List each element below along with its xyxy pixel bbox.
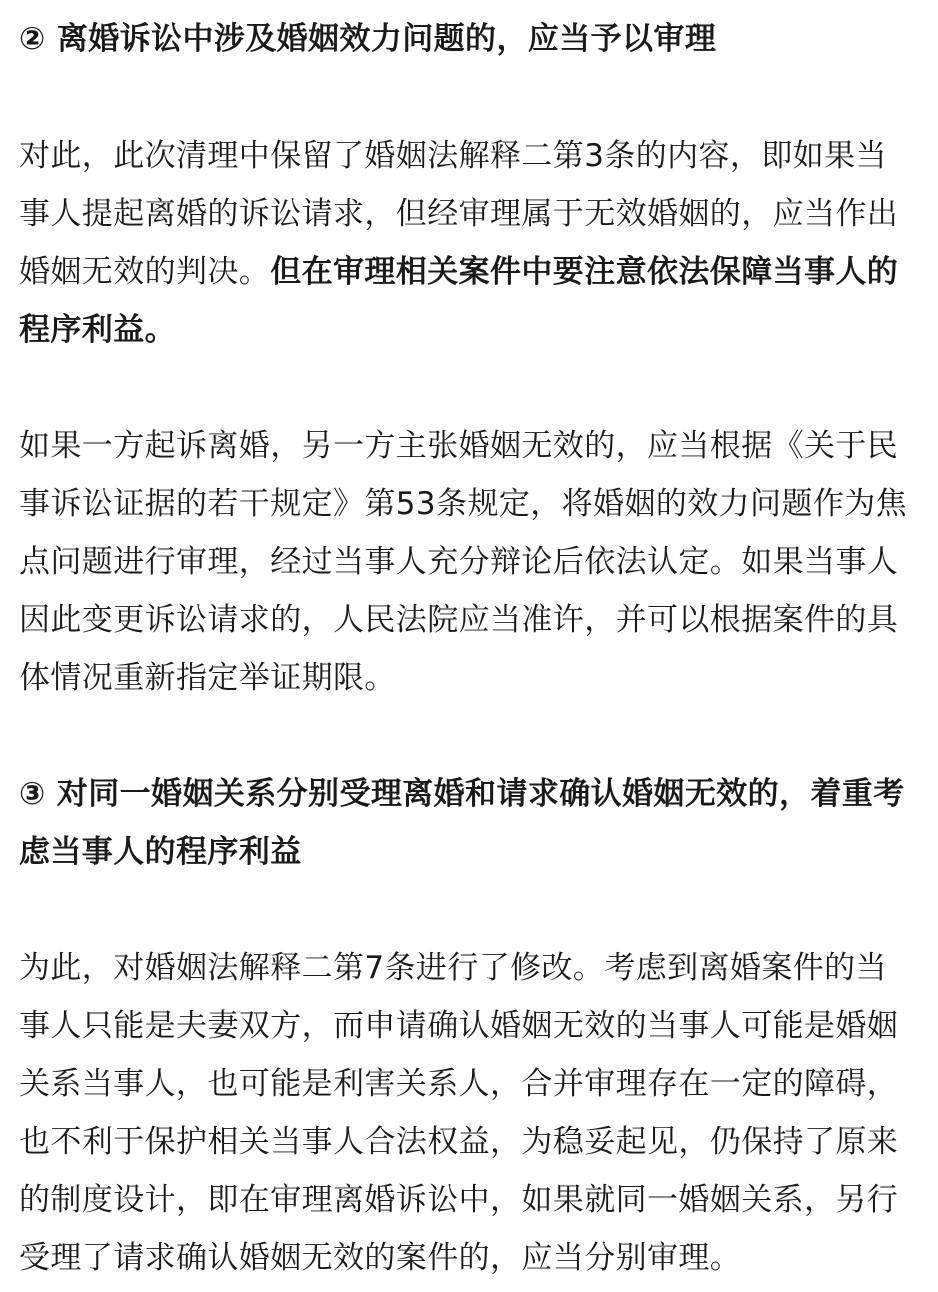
paragraph-line: 关系当事人，也可能是利害关系人，合并审理存在一定的障碍， xyxy=(19,1066,899,1102)
section-heading: ③ 对同一婚姻关系分别受理离婚和请求确认婚姻无效的，着重考 xyxy=(19,776,905,812)
paragraph-line: 受理了请求确认婚姻无效的案件的，应当分别审理。 xyxy=(19,1240,742,1276)
paragraph-line: 的制度设计，即在审理离婚诉讼中，如果就同一婚姻关系，另行 xyxy=(19,1182,899,1218)
plain-text: 婚姻无效的判决。 xyxy=(19,254,271,290)
section-heading: ② 离婚诉讼中涉及婚姻效力问题的，应当予以审理 xyxy=(19,21,717,57)
paragraph-line: 也不利于保护相关当事人合法权益，为稳妥起见，仍保持了原来 xyxy=(19,1124,899,1160)
paragraph-line xyxy=(19,243,924,301)
emphasis-text: 但在审理相关案件中要注意依法保障当事人的 xyxy=(270,254,899,290)
section-heading: 虑当事人的程序利益 xyxy=(19,834,302,870)
paragraph-line: 因此变更诉讼请求的，人民法院应当准许，并可以根据案件的具 xyxy=(19,602,899,638)
emphasis-line: 程序利益。 xyxy=(19,312,176,348)
paragraph-line: 体情况重新指定举证期限。 xyxy=(19,660,396,696)
paragraph-line: 事诉讼证据的若干规定》第53条规定，将婚姻的效力问题作为焦 xyxy=(19,486,908,522)
paragraph-line: 点问题进行审理，经过当事人充分辩论后依法认定。如果当事人 xyxy=(19,544,899,580)
paragraph-line: 事人提起离婚的诉讼请求，但经审理属于无效婚姻的，应当作出 xyxy=(19,196,899,232)
paragraph-line: 对此，此次清理中保留了婚姻法解释二第3条的内容，即如果当 xyxy=(19,138,887,174)
paragraph-line: 事人只能是夫妻双方，而申请确认婚姻无效的当事人可能是婚姻 xyxy=(19,1008,899,1044)
paragraph-line: 如果一方起诉离婚，另一方主张婚姻无效的，应当根据《关于民 xyxy=(19,428,899,464)
paragraph-line: 为此，对婚姻法解释二第7条进行了修改。考虑到离婚案件的当 xyxy=(19,950,887,986)
